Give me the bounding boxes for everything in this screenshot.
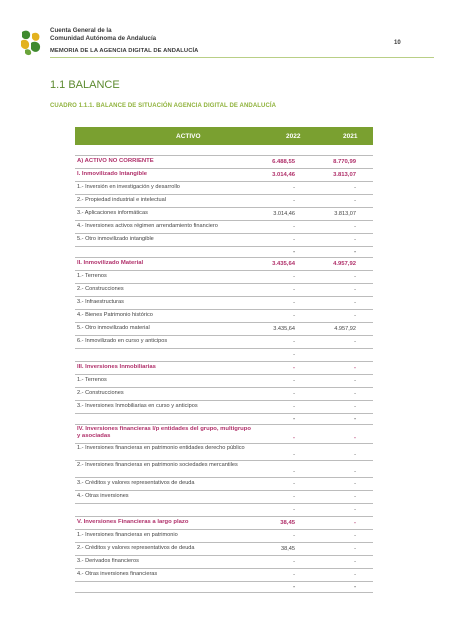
row-label: 5.- Otro inmovilizado material xyxy=(77,325,150,332)
table-row xyxy=(75,310,373,323)
table-row xyxy=(75,543,373,556)
value-2021: - xyxy=(354,390,356,397)
value-2022: - xyxy=(293,415,295,422)
value-2021: - xyxy=(354,571,356,578)
value-2021: 4.957,92 xyxy=(334,325,356,332)
document-subtitle: MEMORIA DE LA AGENCIA DIGITAL DE ANDALUCÍA xyxy=(50,48,199,54)
row-label: 5.- Otro inmovilizado intangible xyxy=(77,236,154,243)
value-2022: 3.014,46 xyxy=(272,171,295,178)
organization-name xyxy=(50,27,156,42)
table-row xyxy=(75,195,373,208)
junta-andalucia-logo-icon xyxy=(18,28,44,56)
value-2022: - xyxy=(293,390,295,397)
table-row xyxy=(75,362,373,375)
table-row xyxy=(75,284,373,297)
value-2021: - xyxy=(354,236,356,243)
table-row xyxy=(75,504,373,517)
row-label: 3.- Aplicaciones informáticas xyxy=(77,210,148,217)
table-row xyxy=(75,569,373,582)
row-label: 3.- Inversiones Inmobiliarias en curso y anticipos xyxy=(77,403,198,410)
row-label: I. Inmovilizado Intangible xyxy=(77,171,148,178)
table-row xyxy=(75,156,373,169)
value-2022: - xyxy=(293,312,295,319)
row-label: III. Inversiones Inmobiliarias xyxy=(77,364,156,371)
row-label: V. Inversiones Financieras a largo plazo xyxy=(77,519,189,526)
value-2021: - xyxy=(354,558,356,565)
row-label: 4.- Otras inversiones xyxy=(77,493,129,500)
value-2021: - xyxy=(354,415,356,422)
row-label: 2.- Propiedad industrial e intelectual xyxy=(77,197,166,204)
row-label: 2.- Construcciones xyxy=(77,286,124,293)
value-2022: - xyxy=(293,364,295,371)
value-2022: - xyxy=(293,583,295,590)
row-label: 3.- Derivados financieros xyxy=(77,558,139,565)
table-row xyxy=(75,517,373,530)
row-label: 1.- Terrenos xyxy=(77,377,107,384)
row-label: 4.- Otras inversiones financieras xyxy=(77,571,158,578)
value-2022: - xyxy=(293,248,295,255)
value-2021: - xyxy=(354,493,356,500)
value-2022: - xyxy=(293,236,295,243)
value-2021: - xyxy=(354,403,356,410)
header-divider xyxy=(50,57,434,58)
row-label: 1.- Inversiones financieras en patrimonio xyxy=(77,532,178,539)
table-row xyxy=(75,388,373,401)
value-2022: 6.488,55 xyxy=(272,158,295,165)
table-row xyxy=(75,247,373,258)
balance-table xyxy=(75,127,373,593)
value-2021: - xyxy=(354,480,356,487)
row-label: 2.- Inversiones financieras en patrimonio sociedades mercantiles xyxy=(77,462,238,468)
value-2022: 38,45 xyxy=(281,545,295,552)
value-2022: - xyxy=(293,480,295,487)
value-2022: 3.435,64 xyxy=(273,325,295,332)
table-row xyxy=(75,478,373,491)
table-row xyxy=(75,375,373,388)
value-2021: 8.770,99 xyxy=(333,158,356,165)
value-2022: - xyxy=(293,493,295,500)
table-row xyxy=(75,323,373,336)
row-label: 4.- Bienes Patrimonio histórico xyxy=(77,312,153,319)
value-2021: - xyxy=(354,273,356,280)
value-2021: - xyxy=(354,452,356,458)
table-row xyxy=(75,258,373,271)
value-2022: - xyxy=(293,223,295,230)
row-label: 6.- Inmovilizado en curso y anticipos xyxy=(77,338,168,345)
table-row xyxy=(75,349,373,362)
value-2022: - xyxy=(293,338,295,345)
value-2022: - xyxy=(293,299,295,306)
value-2021: - xyxy=(354,197,356,204)
column-header-activo: ACTIVO xyxy=(176,133,201,140)
row-label: 1.- Terrenos xyxy=(77,273,107,280)
value-2021: 3.813,07 xyxy=(334,210,356,217)
table-body xyxy=(75,145,373,593)
value-2021: - xyxy=(354,312,356,319)
value-2021: - xyxy=(354,377,356,384)
value-2022: - xyxy=(293,506,295,513)
table-row xyxy=(75,221,373,234)
value-2021: - xyxy=(354,223,356,230)
value-2021: 4.957,92 xyxy=(333,260,356,267)
column-header-2022: 2022 xyxy=(286,133,301,140)
value-2021: - xyxy=(354,286,356,293)
value-2021: 3.813,07 xyxy=(333,171,356,178)
section-title: 1.1 BALANCE xyxy=(50,79,120,91)
row-label: 1.- Inversiones financieras en patrimonio entidades derecho público xyxy=(77,445,245,451)
value-2022: - xyxy=(293,377,295,384)
row-label: 2.- Créditos y valores representativos de deuda xyxy=(77,545,195,552)
value-2022: - xyxy=(293,184,295,191)
row-label: 3.- Créditos y valores representativos de deuda xyxy=(77,480,195,487)
value-2021: - xyxy=(354,469,356,475)
value-2021: - xyxy=(354,184,356,191)
table-row xyxy=(75,530,373,543)
table-row xyxy=(75,271,373,284)
row-label: IV. Inversiones financieras l/p entidades del grupo, multigrupo y asociadas xyxy=(77,426,251,440)
value-2022: - xyxy=(293,273,295,280)
table-row xyxy=(75,414,373,425)
table-row xyxy=(75,582,373,593)
table-row xyxy=(75,425,373,444)
row-label: 3.- Infraestructuras xyxy=(77,299,124,306)
value-2021: - xyxy=(354,435,356,441)
table-row xyxy=(75,208,373,221)
value-2022: - xyxy=(293,558,295,565)
organization-line-1: Cuenta General de la xyxy=(50,27,112,34)
table-row xyxy=(75,401,373,414)
value-2022: - xyxy=(293,571,295,578)
value-2021: - xyxy=(354,506,356,513)
value-2021: - xyxy=(354,583,356,590)
table-row xyxy=(75,182,373,195)
value-2022: 3.435,64 xyxy=(272,260,295,267)
value-2022: - xyxy=(293,469,295,475)
row-label: II. Inmovilizado Material xyxy=(77,260,144,267)
value-2022: 3.014,46 xyxy=(273,210,295,217)
value-2022: - xyxy=(293,351,295,358)
column-header-2021: 2021 xyxy=(343,133,358,140)
table-row xyxy=(75,336,373,349)
row-label: A) ACTIVO NO CORRIENTE xyxy=(77,158,154,165)
value-2022: - xyxy=(293,286,295,293)
row-label: 2.- Construcciones xyxy=(77,390,124,397)
table-header xyxy=(75,127,373,145)
page-number: 10 xyxy=(394,40,401,46)
value-2022: - xyxy=(293,403,295,410)
table-row xyxy=(75,297,373,310)
value-2022: - xyxy=(293,452,295,458)
table-row xyxy=(75,461,373,478)
table-row xyxy=(75,491,373,504)
row-label: 1.- Inversión en investigación y desarrollo xyxy=(77,184,180,191)
value-2022: - xyxy=(293,197,295,204)
table-row xyxy=(75,444,373,461)
table-row xyxy=(75,234,373,247)
value-2021: - xyxy=(354,248,356,255)
table-caption: CUADRO 1.1.1. BALANCE DE SITUACIÓN AGENCIA DIGITAL DE ANDALUCÍA xyxy=(50,103,277,109)
table-row xyxy=(75,556,373,569)
value-2022: - xyxy=(293,435,295,441)
value-2021: - xyxy=(354,299,356,306)
value-2021: - xyxy=(354,338,356,345)
value-2021: - xyxy=(354,364,356,371)
table-row xyxy=(75,145,373,156)
value-2021: - xyxy=(354,532,356,539)
value-2021: - xyxy=(354,519,356,526)
row-label: 4.- Inversiones activos régimen arrendamiento financiero xyxy=(77,223,218,230)
value-2021: - xyxy=(354,545,356,552)
value-2022: - xyxy=(293,532,295,539)
value-2022: 38,45 xyxy=(280,519,295,526)
table-row xyxy=(75,169,373,182)
organization-line-2: Comunidad Autónoma de Andalucía xyxy=(50,34,157,42)
